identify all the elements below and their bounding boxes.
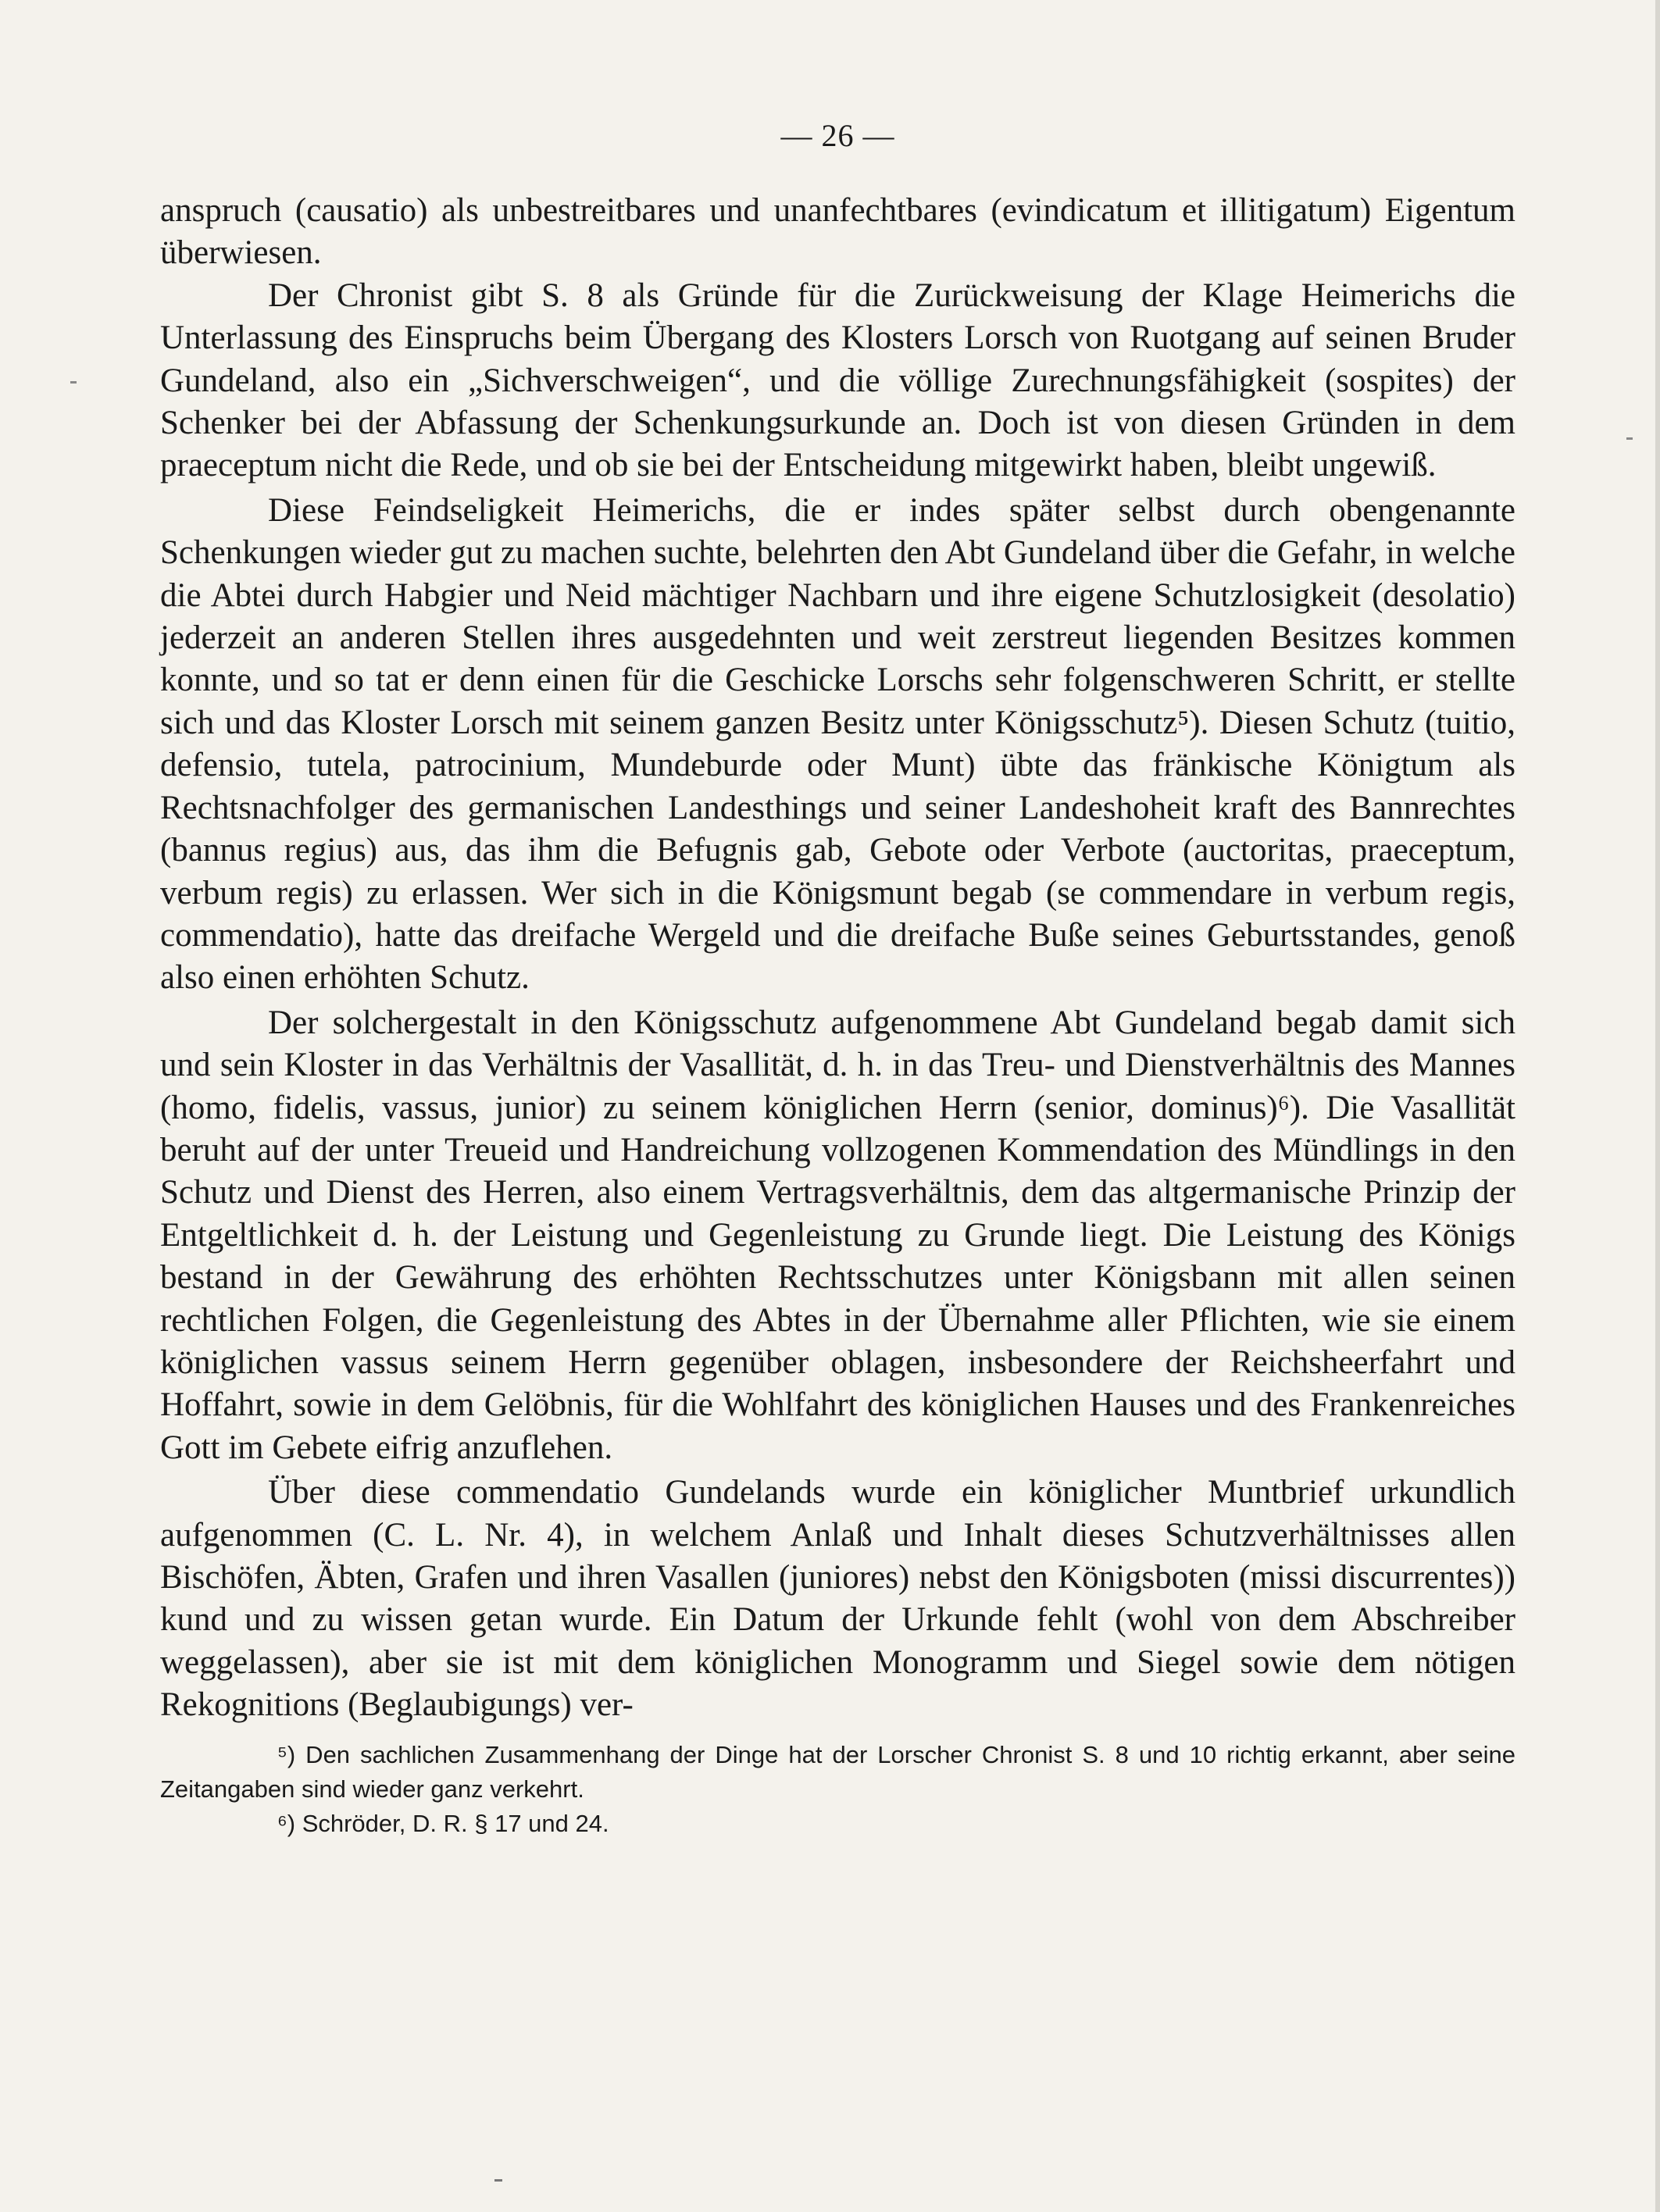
book-page bbox=[160, 117, 1515, 1841]
paragraph: Diese Feindseligkeit Heimerichs, die er indes später selbst durch obengenannte Schenkungen wieder gut zu machen suchte, belehrten den Abt Gundeland über die Gefahr, in welche die Abtei durch Habgier und Neid mächtiger Nachbarn und ihre eigene Schutzlosigkeit (desolatio) jederzeit an anderen Stellen ihres ausgedehnten und weit zerstreut liegenden Besitzes kommen konnte, und so tat er denn einen für die Geschicke Lorschs sehr folgenschweren Schritt, er stellte sich und das Kloster Lorsch mit seinem ganzen Besitz unter Königsschutz⁵). Diesen Schutz (tuitio, defensio, tutela, patrocinium, Mundeburde oder Munt) übte das fränkische Königtum als Rechtsnachfolger des germanischen Landesthings und seiner Landeshoheit kraft des Bannrechtes (bannus regius) aus, das ihm die Befugnis gab, Gebote oder Verbote (auctoritas, praeceptum, verbum regis) zu erlassen. Wer sich in die Königsmunt begab (se commendare in verbum regis, commendatio), hatte das dreifache Wergeld und die dreifache Buße seines Geburtsstandes, genoß also einen erhöhten Schutz. bbox=[160, 491, 1515, 997]
margin-mark bbox=[70, 381, 77, 384]
paragraph: Über diese commendatio Gundelands wurde ein königlicher Muntbrief urkundlich aufgenommen (C. L. Nr. 4), in welchem Anlaß und Inhalt dieses Schutzverhältnisses allen Bischöfen, Äbten, Grafen und ihren Vasallen (juniores) nebst den Königsboten (missi discurrentes)) kund und zu wissen getan wurde. Ein Datum der Urkunde fehlt (wohl von dem Abschreiber weggelassen), aber sie ist mit dem königlichen Monogramm und Siegel sowie dem nötigen Rekognitions (Beglaubigungs) ver- bbox=[160, 1474, 1515, 1724]
body-text bbox=[160, 190, 1515, 1727]
paragraph: anspruch (causatio) als unbestreitbares und unanfechtbares (evindicatum et illitigatum) Eigentum überwiesen. bbox=[160, 192, 1515, 272]
footnote: ⁶) Schröder, D. R. § 17 und 24. bbox=[277, 1809, 609, 1837]
page-number: — 26 — bbox=[780, 118, 895, 153]
footnotes bbox=[160, 1738, 1515, 1841]
bottom-mark bbox=[494, 2179, 502, 2182]
paragraph: Der Chronist gibt S. 8 als Gründe für die Zurückweisung der Klage Heimerichs die Unterlassung des Einspruchs beim Übergang des Klosters Lorsch von Ruotgang auf seinen Bruder Gundeland, also ein „Sichverschweigen“, und die völlige Zurechnungsfähigkeit (sospites) der Schenker bei der Abfassung der Schenkungsurkunde an. Doch ist von diesen Gründen in dem praeceptum nicht die Rede, und ob sie bei der Entscheidung mitgewirkt haben, bleibt ungewiß. bbox=[160, 276, 1515, 484]
footnote: ⁵) Den sachlichen Zusammenhang der Dinge hat der Lorscher Chronist S. 8 und 10 richtig erkannt, aber seine Zeitangaben sind wieder ganz verkehrt. bbox=[160, 1740, 1515, 1803]
page-edge-shadow bbox=[1655, 0, 1660, 2212]
paragraph: Der solchergestalt in den Königsschutz aufgenommene Abt Gundeland begab damit sich und sein Kloster in das Verhältnis der Vasallität, d. h. in das Treu- und Dienstverhältnis des Mannes (homo, fidelis, vassus, junior) zu seinem königlichen Herrn (senior, dominus)⁶). Die Vasallität beruht auf der unter Treueid und Handreichung vollzogenen Kommendation des Mündlings in den Schutz und Dienst des Herren, also einem Vertragsverhältnis, dem das altgermanische Prinzip der Entgeltlichkeit d. h. der Leistung und Gegenleistung zu Grunde liegt. Die Leistung des Königs bestand in der Gewährung des erhöhten Rechtsschutzes unter Königsbann mit allen seinen rechtlichen Folgen, die Gegenleistung des Abtes in der Übernahme aller Pflichten, wie sie einem königlichen vassus seinem Herrn gegenüber oblagen, insbesondere der Reichsheerfahrt und Hoffahrt, sowie in dem Gelöbnis, für die Wohlfahrt des königlichen Hauses und des Frankenreiches Gott im Gebete eifrig anzuflehen. bbox=[160, 1004, 1515, 1466]
margin-mark bbox=[1626, 437, 1633, 440]
